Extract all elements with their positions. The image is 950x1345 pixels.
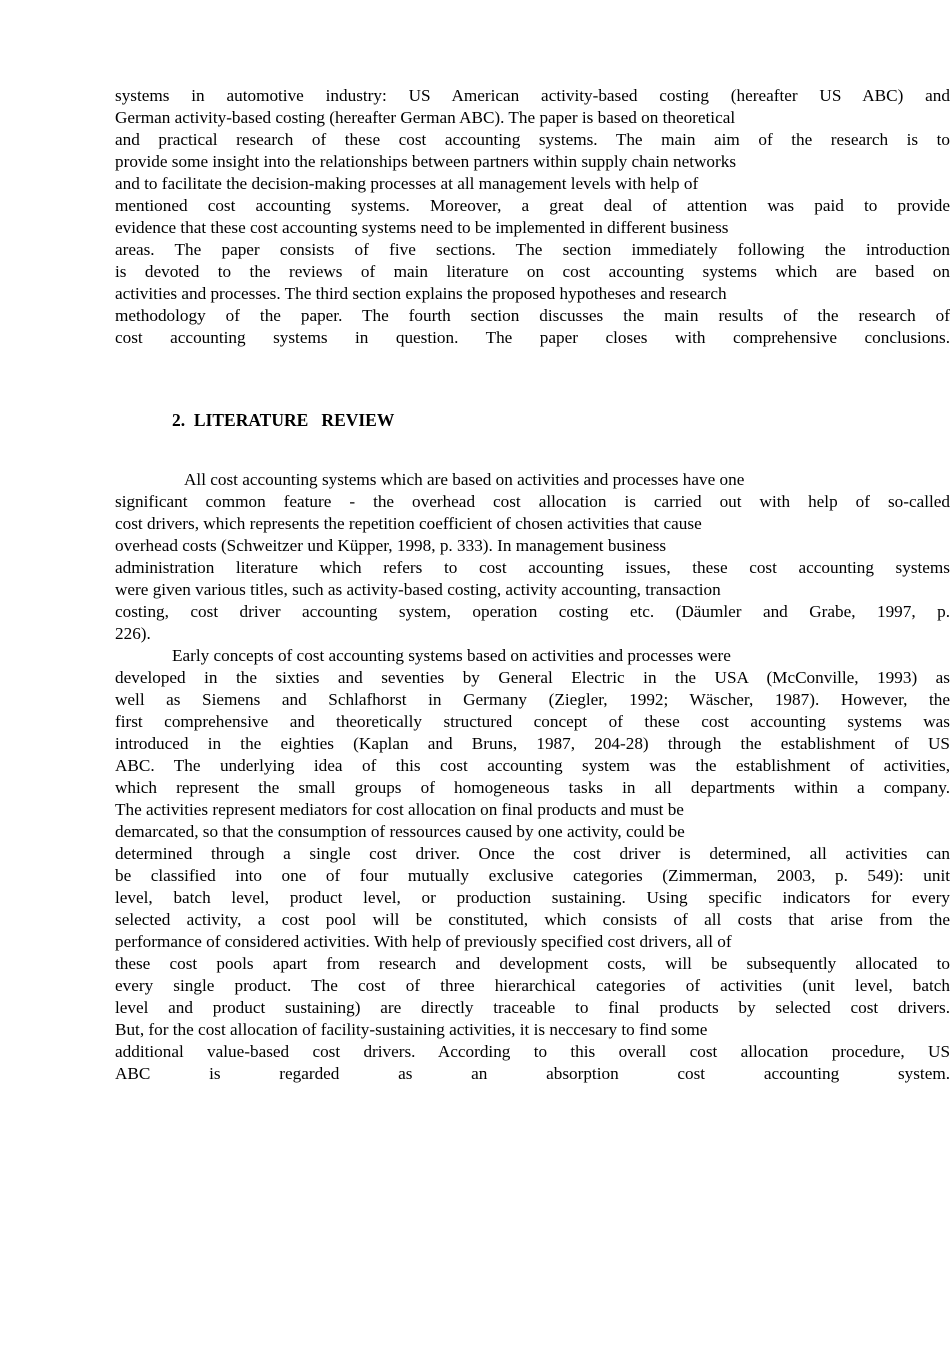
body-line: introduced in the eighties (Kaplan and Bruns, 1987, 204-28) through the establishment of US	[115, 734, 950, 753]
body-line: were given various titles, such as activity-based costing, activity accounting, transaction	[115, 580, 721, 599]
section-heading: 2. LITERATURE REVIEW	[172, 410, 395, 430]
body-line: determined through a single cost driver. Once the cost driver is determined, all activities can	[115, 844, 950, 863]
intro-line: mentioned cost accounting systems. Moreover, a great deal of attention was paid to provide	[115, 196, 950, 215]
intro-line: cost accounting systems in question. The paper closes with comprehensive conclusions.	[115, 328, 950, 347]
intro-line: provide some insight into the relationships between partners within supply chain networks	[115, 152, 737, 171]
intro-line: areas. The paper consists of five sections. The section immediately following the introduction	[115, 240, 950, 259]
intro-line: German activity-based costing (hereafter German ABC). The paper is based on theoretical	[115, 108, 736, 127]
body-line: be classified into one of four mutually exclusive categories (Zimmerman, 2003, p. 549): unit	[115, 866, 950, 885]
body-line: additional value-based cost drivers. According to this overall cost allocation procedure, US	[115, 1042, 950, 1061]
body-line: All cost accounting systems which are based on activities and processes have one	[184, 470, 745, 489]
body-line: significant common feature - the overhead cost allocation is carried out with help of so-called	[115, 492, 950, 511]
intro-line: evidence that these cost accounting systems need to be implemented in different business	[115, 218, 729, 237]
body-line: ABC. The underlying idea of this cost accounting system was the establishment of activities,	[115, 756, 950, 775]
body-line: first comprehensive and theoretically structured concept of these cost accounting systems was	[115, 712, 950, 731]
body-line: well as Siemens and Schlafhorst in Germany (Ziegler, 1992; Wäscher, 1987). However, the	[115, 690, 950, 709]
body-line: costing, cost driver accounting system, operation costing etc. (Däumler and Grabe, 1997, p.	[115, 602, 950, 621]
body-line: administration literature which refers to cost accounting issues, these cost accounting systems	[115, 558, 950, 577]
body-line: selected activity, a cost pool will be constituted, which consists of all costs that arise from the	[115, 910, 950, 929]
body-line: level and product sustaining) are directly traceable to final products by selected cost drivers.	[115, 998, 950, 1017]
intro-line: activities and processes. The third section explains the proposed hypotheses and research	[115, 284, 727, 303]
body-line: these cost pools apart from research and development costs, will be subsequently allocated to	[115, 954, 950, 973]
intro-line: is devoted to the reviews of main literature on cost accounting systems which are based on	[115, 262, 950, 281]
body-line: ABC is regarded as an absorption cost accounting system.	[115, 1064, 950, 1083]
body-line: performance of considered activities. With help of previously specified cost drivers, all of	[115, 932, 732, 951]
body-line: every single product. The cost of three hierarchical categories of activities (unit level, batch	[115, 976, 950, 995]
body-line: developed in the sixties and seventies by General Electric in the USA (McConville, 1993) as	[115, 668, 950, 687]
body-line: Early concepts of cost accounting systems based on activities and processes were	[172, 646, 731, 665]
body-line: 226).	[115, 624, 151, 643]
body-line: demarcated, so that the consumption of ressources caused by one activity, could be	[115, 822, 685, 841]
body-line: cost drivers, which represents the repetition coefficient of chosen activities that cause	[115, 514, 702, 533]
intro-line: systems in automotive industry: US American activity-based costing (hereafter US ABC) and	[115, 86, 950, 105]
intro-line: methodology of the paper. The fourth section discusses the main results of the research of	[115, 306, 950, 325]
body-line: overhead costs (Schweitzer und Küpper, 1998, p. 333). In management business	[115, 536, 667, 555]
intro-line: and to facilitate the decision-making processes at all management levels with help of	[115, 174, 699, 193]
body-line: level, batch level, product level, or production sustaining. Using specific indicators for every	[115, 888, 950, 907]
body-line: which represent the small groups of homogeneous tasks in all departments within a company.	[115, 778, 950, 797]
body-line: The activities represent mediators for cost allocation on final products and must be	[115, 800, 684, 819]
body-line: But, for the cost allocation of facility-sustaining activities, it is neccesary to find some	[115, 1020, 708, 1039]
intro-line: and practical research of these cost accounting systems. The main aim of the research is to	[115, 130, 950, 149]
